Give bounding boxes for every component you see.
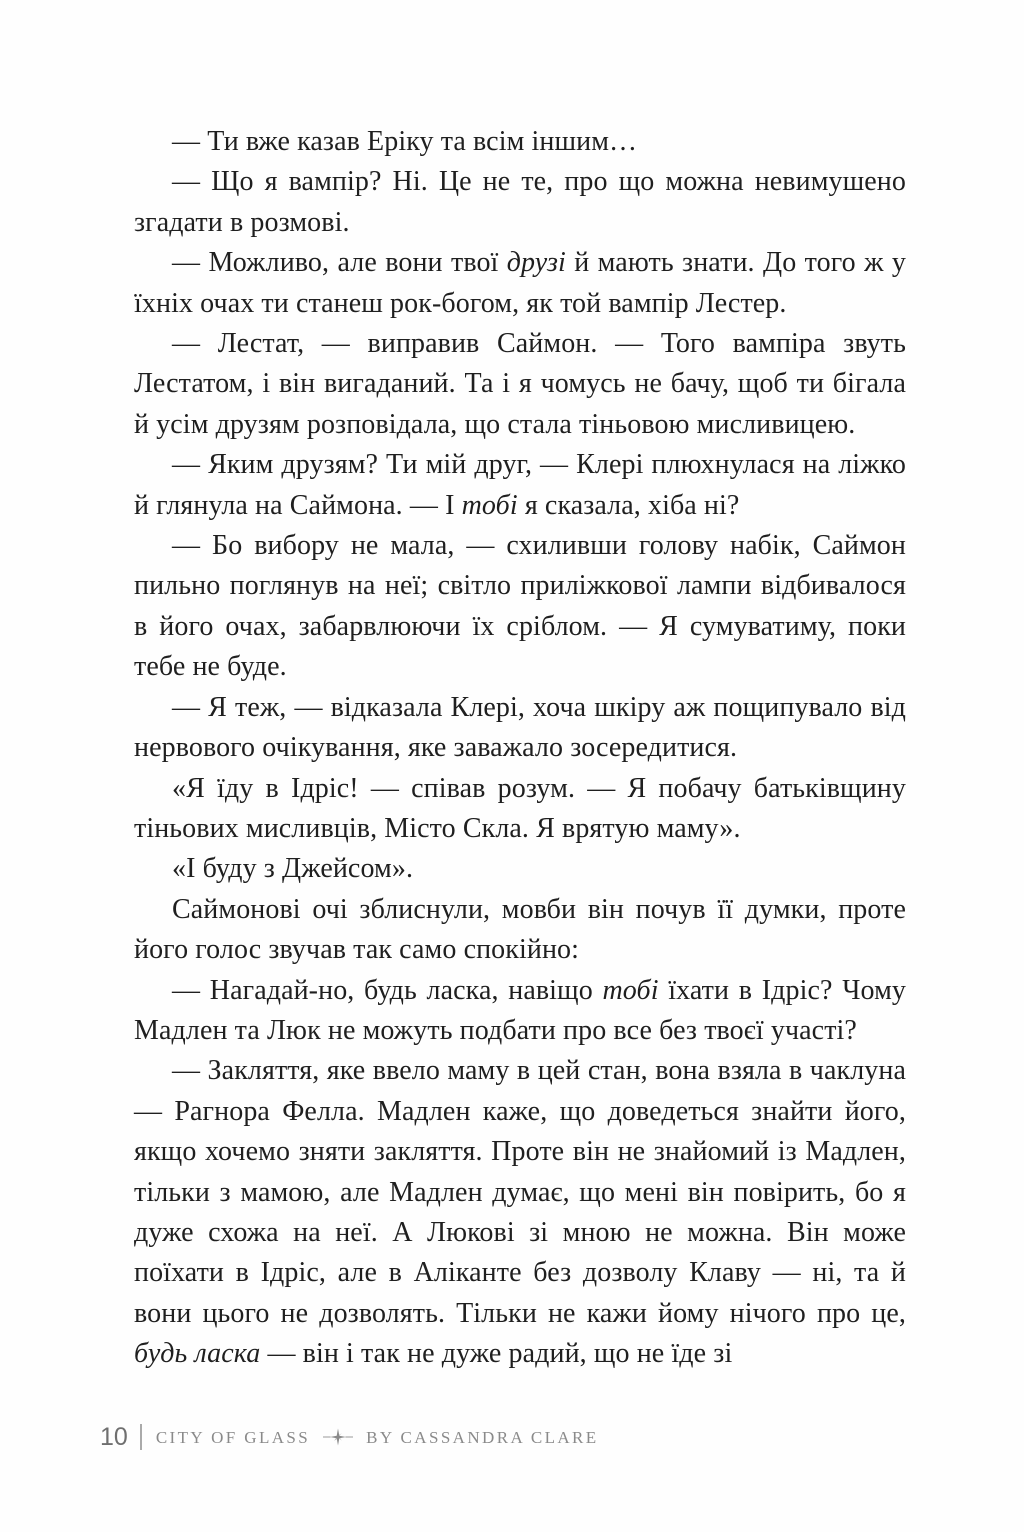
text-segment: «Я їду в Ідріс! — співав розум. — Я побачу батьківщину тіньових мисливців, Місто Скла. Я врятую маму». <box>134 772 906 844</box>
paragraph <box>134 769 906 850</box>
paragraph <box>134 849 906 889</box>
text-segment: — Лестат, — виправив Саймон. — Того вампіра звуть Лестатом, і він вигаданий. Та і я чомусь не бачу, щоб ти бігала й усім друзям розповідала, що стала тіньовою мисливицею. <box>134 328 906 440</box>
paragraph <box>134 890 906 971</box>
italic-text-segment: друзі <box>506 247 566 279</box>
italic-text-segment: будь ласка <box>134 1338 261 1370</box>
compass-star-icon <box>322 1427 354 1447</box>
text-segment: — Закляття, яке ввело маму в цей стан, вона взяла в чаклуна — Рагнора Фелла. Мадлен каже, що доведеться знайти його, якщо хочемо зняти закляття. Проте він не знайомий із Мадлен, тільки з мамою, але Мадлен думає, що мені він повірить, бо я дуже схожа на неї. А Люкові зі мною не можна. Він може поїхати в Ідріс, але в Аліканте без дозволу Клаву — ні, та й вони цього не дозволять. Тільки не кажи йому нічого про це, <box>134 1055 906 1329</box>
paragraph <box>134 162 906 243</box>
paragraph <box>134 526 906 688</box>
text-block <box>134 122 906 1375</box>
text-segment: — Що я вампір? Ні. Це не те, про що можна невимушено згадати в розмові. <box>134 166 906 238</box>
text-segment: — Яким друзям? Ти мій друг, — Клері плюхнулася на ліжко й глянула на Саймона. — І <box>134 449 906 521</box>
text-segment: й мають знати. До того ж у їхніх очах ти станеш рок-богом, як той вампір Лестер. <box>134 247 906 319</box>
text-segment: — Я теж, — відказала Клері, хоча шкіру аж пощипувало від нервового очікування, яке заважало зосередитися. <box>134 691 906 764</box>
paragraph <box>134 445 906 526</box>
paragraph <box>134 122 906 162</box>
paragraph <box>134 688 906 769</box>
paragraph <box>134 971 906 1052</box>
text-segment: я сказала, хіба ні? <box>517 489 740 521</box>
italic-text-segment: тобі <box>461 489 518 521</box>
page-number: 10 <box>100 1422 128 1451</box>
text-segment: «І буду з Джейсом». <box>172 853 414 885</box>
text-segment: — він і так не дуже радий, що не їде зі <box>260 1338 733 1370</box>
text-segment: — Ти вже казав Еріку та всім іншим… <box>172 126 638 157</box>
text-segment: Саймонові очі зблиснули, мовби він почув її думки, проте його голос звучав так само спокійно: <box>134 893 906 966</box>
footer-divider <box>140 1424 142 1450</box>
page-footer <box>100 1424 599 1450</box>
paragraph <box>134 243 906 324</box>
text-segment: — Можливо, але вони твої <box>172 247 507 279</box>
text-segment: — Нагадай-но, будь ласка, навіщо <box>172 974 603 1006</box>
text-segment: — Бо вибору не мала, — схиливши голову набік, Саймон пильно поглянув на неї; світло приліжкової лампи відбивалося в його очах, забарвлюючи їх сріблом. — Я сумуватиму, поки тебе не буде. <box>134 530 906 683</box>
text-segment: їхати в Ідріс? Чому Мадлен та Люк не можуть подбати про все без твоєї участі? <box>134 974 906 1046</box>
book-title: CITY OF GLASS <box>155 1427 311 1447</box>
paragraph <box>134 324 906 445</box>
paragraph <box>134 1051 906 1374</box>
book-author: BY CASSANDRA CLARE <box>366 1427 599 1447</box>
italic-text-segment: тобі <box>602 974 659 1006</box>
